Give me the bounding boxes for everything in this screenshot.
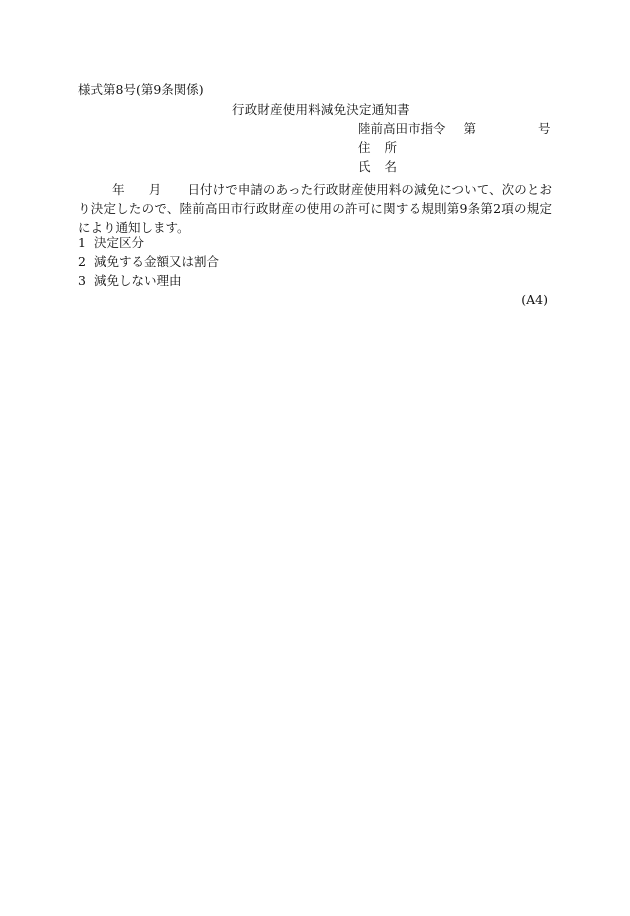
item-label: 減免する金額又は割合 (94, 254, 220, 269)
paper-size-label: (A4) (521, 292, 548, 307)
item-label: 決定区分 (94, 235, 145, 250)
month-label: 月 (148, 182, 162, 197)
item-number: 1 (78, 235, 86, 250)
address-label: 住 所 (358, 140, 398, 155)
list-item (78, 256, 219, 269)
document-title: 行政財産使用料減免決定通知書 (232, 102, 410, 117)
item-number: 2 (78, 254, 86, 269)
issuer-number-line (358, 123, 551, 136)
form-number: 様式第8号(第9条関係) (78, 82, 204, 97)
year-label: 年 (112, 182, 125, 197)
item-number: 3 (78, 273, 86, 288)
number-prefix: 第 (463, 121, 477, 136)
issuer-label: 陸前高田市指令 (358, 121, 446, 136)
list-item (78, 275, 182, 288)
number-suffix: 号 (538, 121, 551, 136)
item-label: 減免しない理由 (94, 273, 182, 288)
notice-body (78, 180, 552, 237)
name-label: 氏 名 (358, 159, 398, 174)
notice-text: 日付けで申請のあった行政財産使用料の減免について、次のとおり決定したので、陸前高田市行政財産の使用の許可に関する規則第9条第2項の規定により通知します。 (78, 182, 552, 235)
list-item (78, 237, 144, 250)
